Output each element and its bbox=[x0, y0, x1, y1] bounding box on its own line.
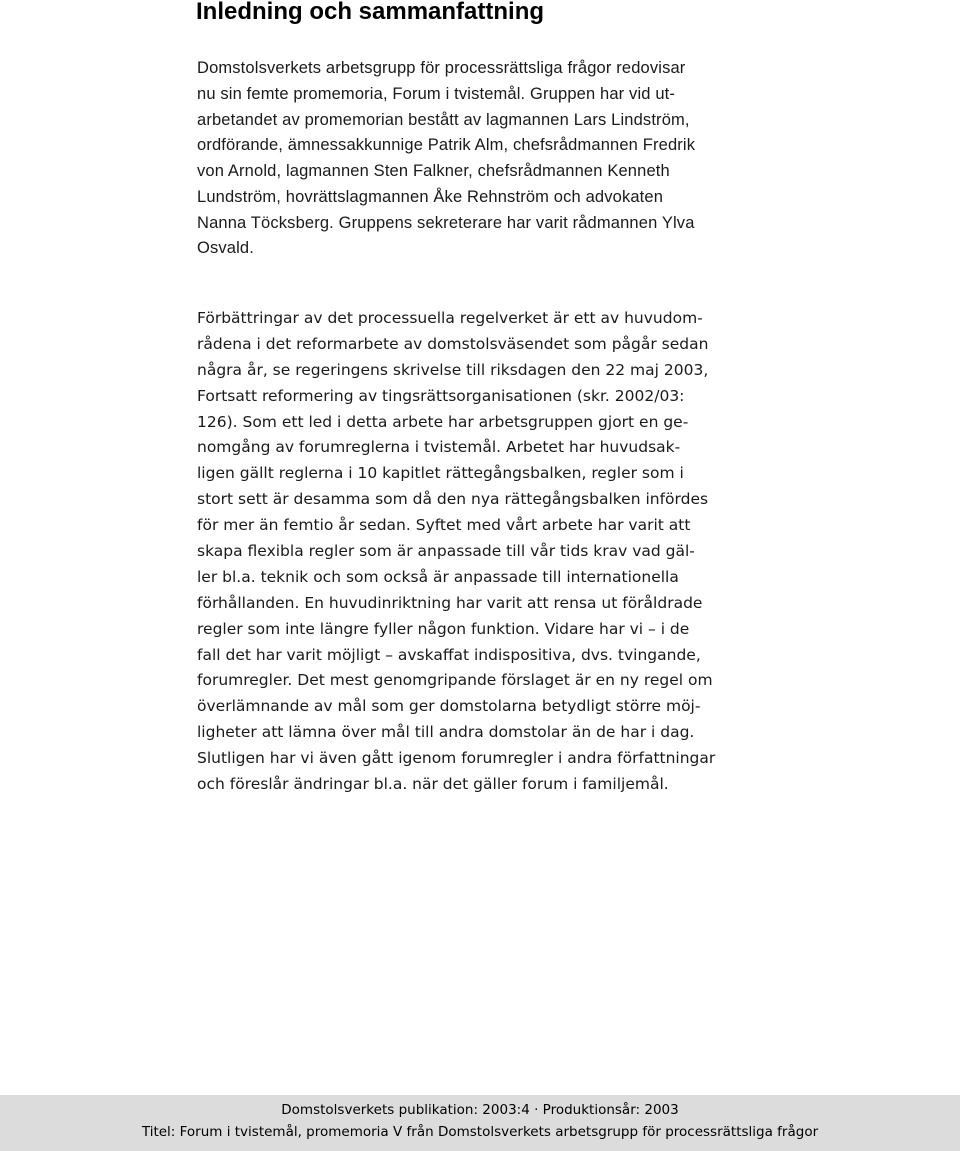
text-line: förhållanden. En huvudinriktning har varit att rensa ut föråldrade bbox=[197, 593, 703, 612]
text-line: stort sett är desamma som då den nya rättegångsbalken infördes bbox=[197, 490, 709, 509]
footer-publication: Domstolsverkets publikation: 2003:4 · Produktionsår: 2003 bbox=[281, 1102, 679, 1118]
text-line: fall det har varit möjligt – avskaffat indispositiva, dvs. tvingande, bbox=[197, 645, 701, 664]
text-line: Fortsatt reformering av tingsrättsorganisationen (skr. 2002/03: bbox=[197, 386, 685, 405]
text-line: för mer än femtio år sedan. Syftet med vårt arbete har varit att bbox=[197, 516, 691, 535]
text-line: arbetandet av promemorian bestått av lagmannen Lars Lindström, bbox=[197, 110, 690, 129]
text-line: Nanna Töcksberg. Gruppens sekreterare har varit rådmannen Ylva bbox=[197, 213, 695, 232]
text-line: ligheter att lämna över mål till andra domstolar än de har i dag. bbox=[197, 723, 695, 742]
text-line: Domstolsverkets arbetsgrupp för processrättsliga frågor redovisar bbox=[197, 59, 686, 77]
text-line: Lundström, hovrättslagmannen Åke Rehnström och advokaten bbox=[197, 187, 664, 206]
text-line: nu sin femte promemoria, Forum i tvistemål. Gruppen har vid ut- bbox=[197, 84, 676, 103]
text-line: Förbättringar av det processuella regelverket är ett av huvudom- bbox=[197, 309, 703, 327]
text-line: Osvald. bbox=[197, 239, 254, 258]
text-line: skapa flexibla regler som är anpassade till vår tids krav vad gäl- bbox=[197, 542, 695, 561]
footer-bar bbox=[0, 1095, 960, 1151]
text-line: några år, se regeringens skrivelse till riksdagen den 22 maj 2003, bbox=[197, 360, 709, 379]
text-line: regler som inte längre fyller någon funktion. Vidare har vi – i de bbox=[197, 619, 690, 638]
page-title: Inledning och sammanfattning bbox=[196, 0, 545, 25]
text-line: forumregler. Det mest genomgripande förslaget är en ny regel om bbox=[197, 671, 713, 690]
footer-title: Titel: Forum i tvistemål, promemoria V från Domstolsverkets arbetsgrupp för processrättsliga frågor bbox=[141, 1124, 819, 1140]
text-line: ligen gällt reglerna i 10 kapitlet rättegångsbalken, regler som i bbox=[197, 464, 684, 483]
text-line: nomgång av forumreglerna i tvistemål. Arbetet har huvudsak- bbox=[197, 438, 681, 457]
paragraph-intro bbox=[197, 56, 777, 262]
text-line: överlämnande av mål som ger domstolarna betydligt större möj- bbox=[197, 697, 701, 716]
text-line: 126). Som ett led i detta arbete har arbetsgruppen gjort en ge- bbox=[197, 412, 689, 431]
paragraph-summary bbox=[197, 306, 777, 798]
text-line: Slutligen har vi även gått igenom forumregler i andra författningar bbox=[197, 749, 716, 768]
text-line: ler bl.a. teknik och som också är anpassade till internationella bbox=[197, 567, 679, 586]
text-line: von Arnold, lagmannen Sten Falkner, chefsrådmannen Kenneth bbox=[197, 162, 670, 180]
text-line: rådena i det reformarbete av domstolsväsendet som pågår sedan bbox=[197, 334, 709, 353]
text-line: och föreslår ändringar bl.a. när det gäller forum i familjemål. bbox=[197, 775, 669, 794]
text-line: ordförande, ämnessakkunnige Patrik Alm, chefsrådmannen Fredrik bbox=[197, 136, 696, 155]
